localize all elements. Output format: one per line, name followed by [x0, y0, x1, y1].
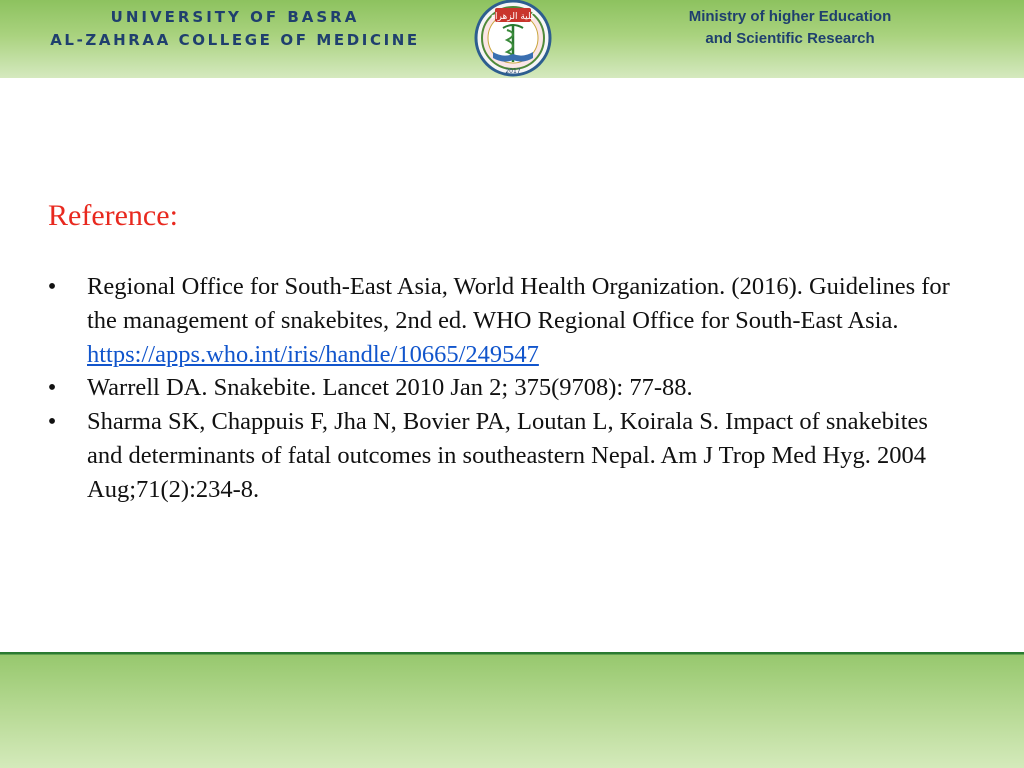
footer-banner [0, 652, 1024, 768]
college-seal-logo [467, 0, 559, 78]
bullet-icon: • [47, 273, 57, 300]
reference-text: Warrell DA. Snakebite. Lancet 2010 Jan 2; 375(9708): 77-88. [87, 374, 693, 402]
logo-arabic-text: كلية الزهراء [490, 12, 536, 22]
logo-year-text: 2017 [505, 68, 521, 75]
college-name-line2: AL-ZAHRAA COLLEGE OF MEDICINE [50, 31, 420, 49]
university-name [0, 6, 470, 52]
reference-text: Regional Office for South-East Asia, World Health Organization. (2016). Guidelines for the management of snakebites, 2nd ed. WHO Regional Office for South-East Asia. [87, 273, 950, 334]
reference-text: Sharma SK, Chappuis F, Jha N, Bovier PA, Loutan L, Koirala S. Impact of snakebites and determinants of fatal outcomes in southeastern Nepal. Am J Trop Med Hyg. 2004 Aug;71(2):234-8. [87, 408, 928, 503]
bullet-icon: • [47, 374, 57, 402]
university-name-line1: UNIVERSITY OF BASRA [110, 8, 360, 26]
reference-item [42, 270, 962, 371]
reference-item [42, 405, 962, 506]
header-banner [0, 0, 1024, 78]
reference-list [42, 270, 962, 507]
reference-link[interactable]: https://apps.who.int/iris/handle/10665/249547 [87, 340, 539, 368]
ministry-name-line1: Ministry of higher Education [688, 8, 892, 25]
reference-title: Reference: [48, 199, 178, 232]
reference-item [42, 371, 962, 405]
ministry-name-line2: and Scientific Research [705, 30, 875, 47]
bullet-icon: • [47, 408, 57, 436]
ministry-name [630, 6, 950, 50]
